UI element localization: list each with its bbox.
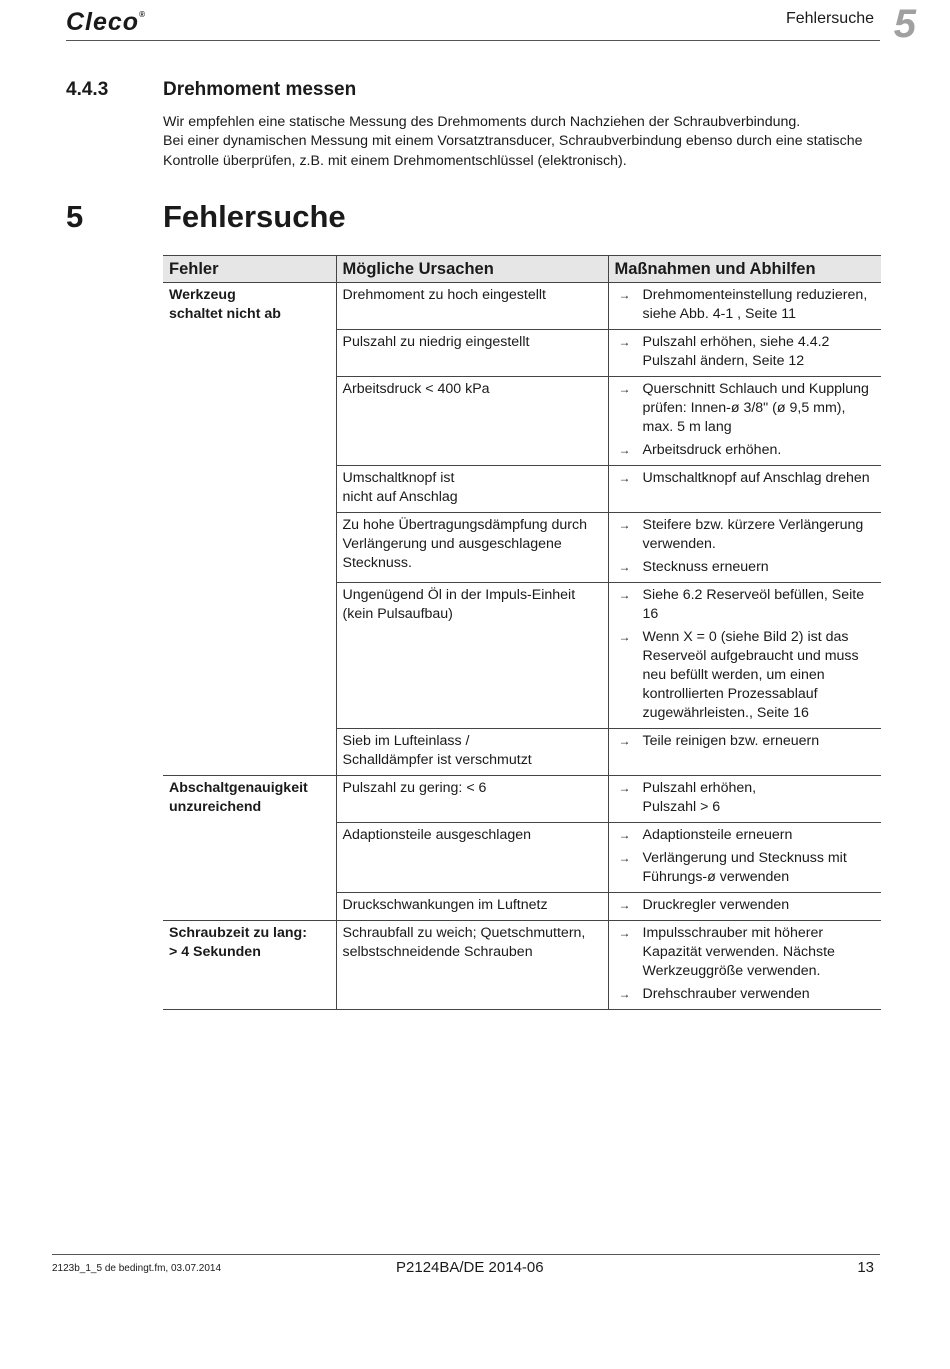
- cause-text: Arbeitsdruck < 400 kPa: [342, 381, 490, 397]
- arrow-icon: →: [618, 781, 631, 795]
- cause-cell: [336, 583, 608, 729]
- cause-cell: [336, 466, 608, 513]
- running-header-title: Fehlersuche: [785, 10, 874, 27]
- registered-mark: ®: [139, 10, 146, 19]
- cause-cell: [336, 283, 608, 330]
- cause-text: Pulszahl zu niedrig eingestellt: [342, 334, 530, 350]
- action-text: Pulszahl erhöhen, Pulszahl > 6: [642, 780, 757, 815]
- actions-cell: [608, 921, 881, 1010]
- arrow-icon: →: [618, 898, 631, 912]
- footer-divider: [52, 1254, 880, 1255]
- cause-cell: [336, 823, 608, 893]
- cause-text: Ungenügend Öl in der Impuls-Einheit (kein Pulsaufbau): [342, 587, 576, 622]
- cause-cell: [336, 921, 608, 1010]
- action-item: [615, 849, 876, 887]
- action-item: [615, 732, 876, 751]
- action-item: [615, 826, 876, 845]
- actions-cell: [608, 583, 881, 729]
- cause-text: Drehmoment zu hoch eingestellt: [342, 287, 546, 303]
- chapter-number: 5: [66, 199, 84, 234]
- action-text: Stecknuss erneuern: [642, 559, 769, 575]
- action-item: [615, 985, 876, 1004]
- cause-cell: [336, 330, 608, 377]
- actions-cell: [608, 466, 881, 513]
- cause-cell: [336, 729, 608, 776]
- table-row: [163, 776, 881, 823]
- table-body: [163, 283, 881, 1010]
- header-fault: Fehler: [163, 256, 336, 283]
- cause-text: Schraubfall zu weich; Quetschmuttern, selbstschneidende Schrauben: [342, 925, 586, 960]
- action-text: Steifere bzw. kürzere Verlängerung verwenden.: [642, 517, 864, 552]
- actions-cell: [608, 729, 881, 776]
- arrow-icon: →: [618, 734, 631, 748]
- action-text: Teile reinigen bzw. erneuern: [642, 733, 820, 749]
- arrow-icon: →: [618, 382, 631, 396]
- action-item: [615, 333, 876, 371]
- arrow-icon: →: [618, 851, 631, 865]
- arrow-icon: →: [618, 335, 631, 349]
- action-text: Pulszahl erhöhen, siehe 4.4.2 Pulszahl ändern, Seite 12: [642, 334, 830, 369]
- fault-cell: [163, 921, 336, 1010]
- troubleshooting-table: [163, 255, 881, 1010]
- action-item: [615, 628, 876, 723]
- action-item: [615, 380, 876, 437]
- arrow-icon: →: [618, 443, 631, 457]
- action-item: [615, 896, 876, 915]
- actions-cell: [608, 330, 881, 377]
- chapter-marker: 5: [893, 2, 916, 46]
- arrow-icon: →: [618, 828, 631, 842]
- page-number: 13: [857, 1259, 874, 1276]
- action-item: [615, 469, 876, 488]
- cause-text: Druckschwankungen im Luftnetz: [342, 897, 548, 913]
- footer-file-info: 2123b_1_5 de bedingt.fm, 03.07.2014: [52, 1263, 222, 1274]
- actions-cell: [608, 283, 881, 330]
- action-text: Arbeitsdruck erhöhen.: [642, 442, 782, 458]
- brand-logo: [66, 8, 146, 37]
- fault-cell: [163, 776, 336, 921]
- arrow-icon: →: [618, 926, 631, 940]
- header-divider: [66, 40, 880, 41]
- fault-text: Abschaltgenauigkeit unzureichend: [169, 780, 308, 815]
- arrow-icon: →: [618, 630, 631, 644]
- actions-cell: [608, 823, 881, 893]
- brand-logo-text: Cleco: [66, 8, 140, 36]
- fault-text: Schraubzeit zu lang: > 4 Sekunden: [169, 925, 307, 960]
- header-causes: Mögliche Ursachen: [336, 256, 608, 283]
- fault-cell: [163, 283, 336, 776]
- header-actions: Maßnahmen und Abhilfen: [608, 256, 881, 283]
- cause-text: Zu hohe Übertragungsdämpfung durch Verlängerung und ausgeschlagene Stecknuss.: [342, 517, 587, 571]
- cause-text: Sieb im Lufteinlass / Schalldämpfer ist verschmutzt: [342, 733, 532, 768]
- arrow-icon: →: [618, 471, 631, 485]
- cause-cell: [336, 513, 608, 583]
- action-text: Adaptionsteile erneuern: [642, 827, 793, 843]
- action-text: Umschaltknopf auf Anschlag drehen: [642, 470, 870, 486]
- actions-cell: [608, 513, 881, 583]
- chapter-title: Fehlersuche: [163, 199, 346, 234]
- action-text: Verlängerung und Stecknuss mit Führungs-ø verwenden: [642, 850, 847, 885]
- cause-cell: [336, 776, 608, 823]
- section-paragraph-2: Bei einer dynamischen Messung mit einem Vorsatztransducer, Schraubverbindung ebenso durch eine statische Kontrolle überprüfen, z.B. mit einem Drehmomentschlüssel (elektronisch).: [163, 133, 863, 169]
- footer-document-id: P2124BA/DE 2014-06: [396, 1259, 544, 1276]
- action-text: Drehschrauber verwenden: [642, 986, 810, 1002]
- action-text: Querschnitt Schlauch und Kupplung prüfen: Innen-ø 3/8" (ø 9,5 mm), max. 5 m lang: [642, 381, 869, 435]
- table-row: [163, 283, 881, 330]
- actions-cell: [608, 377, 881, 466]
- arrow-icon: →: [618, 518, 631, 532]
- action-item: [615, 286, 876, 324]
- table-row: [163, 921, 881, 1010]
- action-text: Drehmomenteinstellung reduzieren, siehe Abb. 4-1 , Seite 11: [642, 287, 868, 322]
- actions-cell: [608, 893, 881, 921]
- actions-cell: [608, 776, 881, 823]
- cause-cell: [336, 893, 608, 921]
- action-text: Druckregler verwenden: [642, 897, 790, 913]
- cause-cell: [336, 377, 608, 466]
- arrow-icon: →: [618, 288, 631, 302]
- action-item: [615, 586, 876, 624]
- action-text: Siehe 6.2 Reserveöl befüllen, Seite 16: [642, 587, 865, 622]
- cause-text: Umschaltknopf ist nicht auf Anschlag: [342, 470, 458, 505]
- arrow-icon: →: [618, 987, 631, 1001]
- arrow-icon: →: [618, 560, 631, 574]
- action-text: Wenn X = 0 (siehe Bild 2) ist das Reserveöl aufgebraucht und muss neu befüllt werden, um einen kontrollierten Prozessablauf zugewährleisten., Seite 16: [642, 629, 859, 721]
- fault-text: Werkzeug schaltet nicht ab: [169, 287, 281, 322]
- action-text: Impulsschrauber mit höherer Kapazität verwenden. Nächste Werkzeuggröße verwenden.: [642, 925, 835, 979]
- action-item: [615, 558, 876, 577]
- action-item: [615, 779, 876, 817]
- cause-text: Pulszahl zu gering: < 6: [342, 780, 487, 796]
- arrow-icon: →: [618, 588, 631, 602]
- section-title: Drehmoment messen: [163, 79, 357, 100]
- action-item: [615, 516, 876, 554]
- section-paragraph-1: Wir empfehlen eine statische Messung des Drehmoments durch Nachziehen der Schraubverbindung.: [163, 114, 801, 130]
- cause-text: Adaptionsteile ausgeschlagen: [342, 827, 532, 843]
- table-header-row: [163, 256, 881, 283]
- action-item: [615, 924, 876, 981]
- action-item: [615, 441, 876, 460]
- section-number: 4.4.3: [66, 79, 109, 100]
